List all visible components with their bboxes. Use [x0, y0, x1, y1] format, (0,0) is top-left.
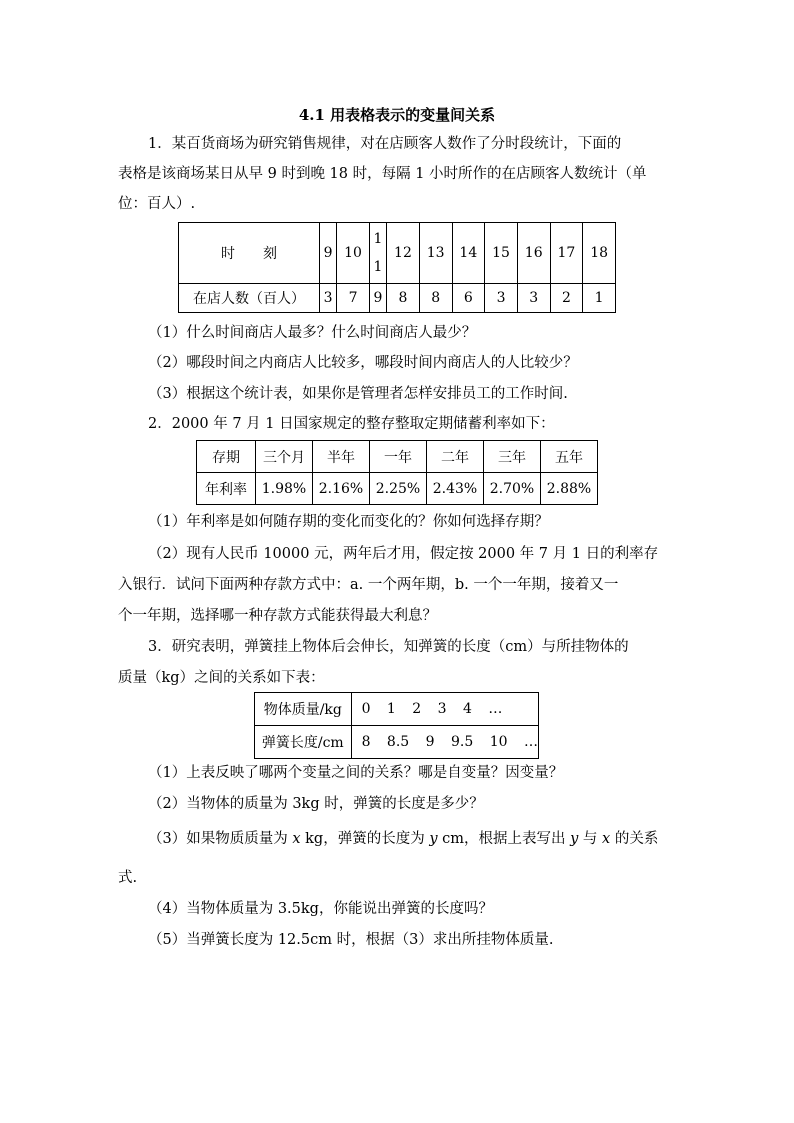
spring-length-table — [254, 692, 539, 759]
stacked-time-11: 1 1 — [373, 231, 383, 275]
q3-sub-3-part: （3）如果物质质量为 — [148, 831, 293, 847]
q1-sub-2: （2）哪段时间之内商店人比较多，哪段时间内商店人的人比较少？ — [148, 355, 578, 371]
table-cell: 15 — [485, 223, 518, 284]
page-title: 4.1 用表格表示的变量间关系 — [298, 106, 496, 124]
table-row — [179, 223, 616, 284]
table-cell: 12 — [387, 223, 420, 284]
table-cell: 8 — [387, 284, 420, 313]
table-cell: 16 — [517, 223, 550, 284]
variable-y: y — [570, 831, 579, 847]
q1-sub-3: （3）根据这个统计表，如果你是管理者怎样安排员工的工作时间. — [148, 386, 568, 402]
table-cell: 三年 — [484, 441, 541, 473]
q2-sub-2-line-2: 入银行．试问下面两种存款方式中：a. 一个两年期，b. 一个一年期，接着又一 — [118, 577, 619, 593]
table-cell: 6 — [452, 284, 485, 313]
q2-intro: 2．2000 年 7 月 1 日国家规定的整存整取定期储蓄利率如下： — [148, 416, 555, 432]
table-cell: 2.43% — [427, 473, 484, 505]
q1-intro-line-3: 位：百人）. — [118, 196, 196, 212]
q3-sub-3-part: kg，弹簧的长度为 — [300, 831, 430, 847]
table-cell: 2.25% — [370, 473, 427, 505]
q3-sub-4: （4）当物体质量为 3.5kg，你能说出弹簧的长度吗？ — [148, 901, 493, 917]
variable-x: x — [292, 831, 301, 847]
q3-sub-5: （5）当弹簧长度为 12.5cm 时，根据（3）求出所挂物体质量. — [148, 932, 554, 948]
table-cell: 8 — [419, 284, 452, 313]
table-cell: 3 — [485, 284, 518, 313]
table-row — [255, 693, 539, 726]
table-cell: 五年 — [541, 441, 598, 473]
table-cell: 二年 — [427, 441, 484, 473]
table-cell: 10 — [337, 223, 370, 284]
table-cell: 1.98% — [256, 473, 313, 505]
table-header-cell: 年利率 — [197, 473, 256, 505]
table-cell: 3 — [517, 284, 550, 313]
table-header-cell: 时 刻 — [179, 223, 320, 284]
q3-sub-3-end: 式. — [118, 870, 138, 886]
q1-intro-line-1: 1．某百货商场为研究销售规律，对在店顾客人数作了分时段统计，下面的 — [148, 136, 622, 152]
table-row — [197, 441, 598, 473]
table-header-cell: 物体质量/kg — [255, 693, 352, 726]
table-cell: 2.70% — [484, 473, 541, 505]
table-header-cell: 在店人数（百人） — [179, 284, 320, 313]
table-cell: 9 — [369, 284, 386, 313]
q3-intro-line-1: 3．研究表明，弹簧挂上物体后会伸长，知弹簧的长度（cm）与所挂物体的 — [148, 639, 629, 655]
table-row — [197, 473, 598, 505]
q2-sub-2-line-3: 个一年期，选择哪一种存款方式能获得最大利息？ — [118, 608, 437, 624]
q3-sub-1: （1）上表反映了哪两个变量之间的关系？哪是自变量？因变量？ — [148, 765, 564, 781]
table-cell: 2 — [550, 284, 583, 313]
q1-intro-line-2: 表格是该商场某日从早 9 时到晚 18 时，每隔 1 小时所作的在店顾客人数统计（单 — [118, 166, 647, 182]
q3-sub-2: （2）当物体的质量为 3kg 时，弹簧的长度是多少？ — [148, 796, 484, 812]
table-header-cell: 存期 — [197, 441, 256, 473]
table-cell: 3 — [320, 284, 337, 313]
interest-rate-table — [196, 440, 598, 505]
customer-count-table — [178, 222, 616, 313]
table-cell: 7 — [337, 284, 370, 313]
table-cell: 9 — [320, 223, 337, 284]
q3-sub-3 — [148, 829, 678, 849]
q2-sub-2-line-1: （2）现有人民币 10000 元，两年后才用，假定按 2000 年 7 月 1 日的利率存 — [148, 546, 659, 562]
table-cell: 17 — [550, 223, 583, 284]
table-cell: 2.16% — [313, 473, 370, 505]
table-cell: 18 — [583, 223, 616, 284]
table-cell: 8 8.5 9 9.5 10 … — [351, 726, 538, 759]
table-cell: 14 — [452, 223, 485, 284]
q2-sub-1: （1）年利率是如何随存期的变化而变化的？你如何选择存期？ — [148, 514, 549, 530]
table-cell: 2.88% — [541, 473, 598, 505]
q3-sub-3-part: 与 — [578, 831, 603, 847]
table-cell: 三个月 — [256, 441, 313, 473]
table-cell: 1 — [583, 284, 616, 313]
table-cell: 0 1 2 3 4 … — [351, 693, 538, 726]
table-header-cell: 弹簧长度/cm — [255, 726, 352, 759]
table-cell — [369, 223, 386, 284]
q3-intro-line-2: 质量（kg）之间的关系如下表： — [118, 670, 325, 686]
table-row — [179, 284, 616, 313]
table-cell: 一年 — [370, 441, 427, 473]
table-cell: 13 — [419, 223, 452, 284]
variable-y: y — [429, 831, 438, 847]
variable-x: x — [602, 831, 611, 847]
q1-sub-1: （1）什么时间商店人最多？什么时间商店人最少？ — [148, 325, 477, 341]
q3-sub-3-part: cm，根据上表写出 — [437, 831, 571, 847]
table-row — [255, 726, 539, 759]
q3-sub-3-part: 的关系 — [610, 831, 659, 847]
table-cell: 半年 — [313, 441, 370, 473]
